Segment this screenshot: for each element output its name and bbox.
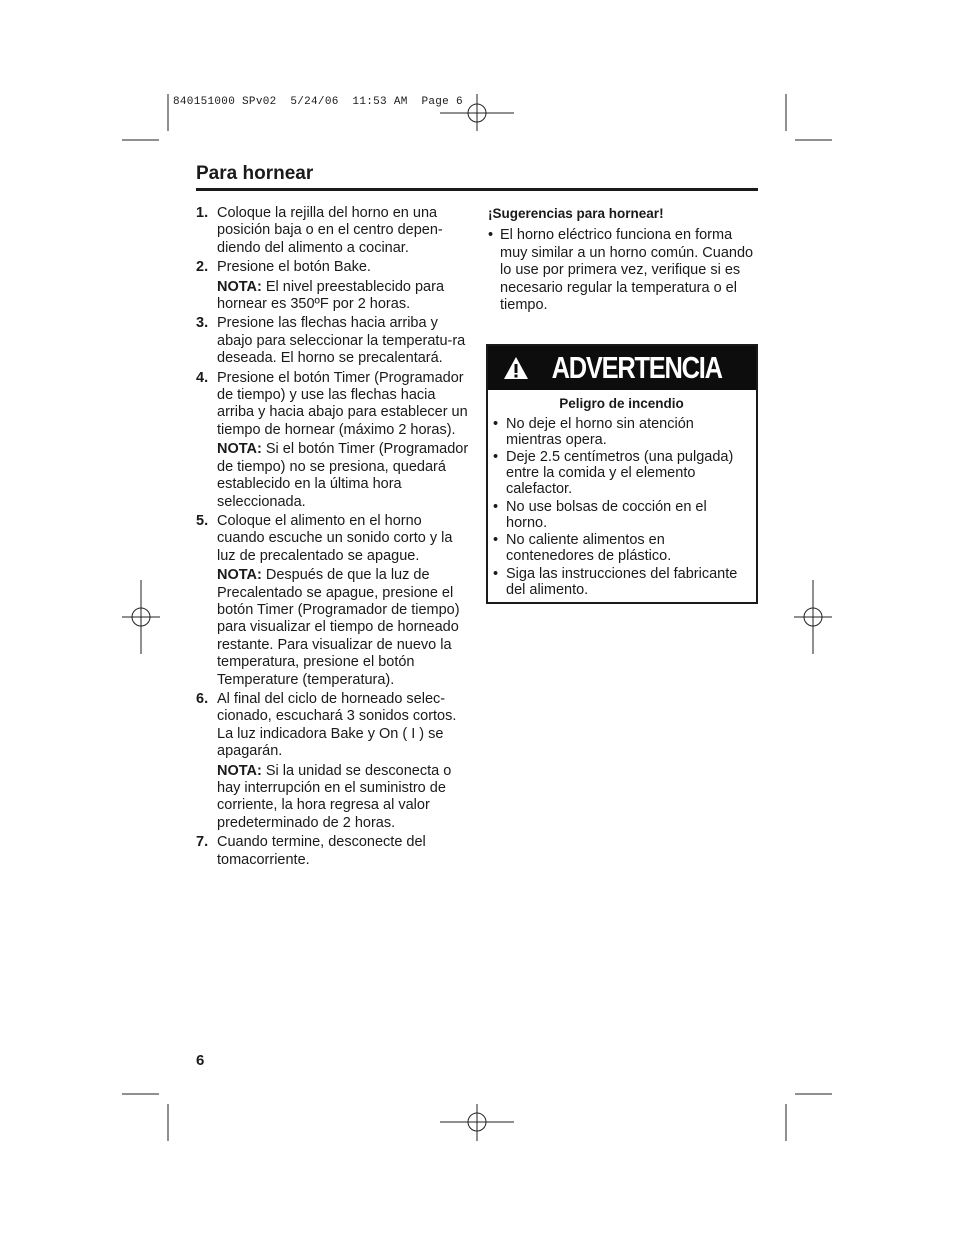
warning-triangle-icon bbox=[503, 355, 529, 381]
step-number: 3. bbox=[196, 315, 209, 332]
warning-body bbox=[488, 390, 756, 599]
note-label: NOTA: bbox=[217, 441, 262, 458]
step-note bbox=[217, 441, 472, 511]
steps-column bbox=[196, 205, 472, 871]
note-label: NOTA: bbox=[217, 567, 262, 584]
step-text: Coloque la rejilla del horno en una posición baja o en el centro depen-diendo del alimento a cocinar. bbox=[217, 205, 443, 256]
page-number: 6 bbox=[196, 1052, 205, 1069]
title-rule bbox=[196, 188, 758, 191]
note-text: Si el botón Timer (Programador de tiempo) no se presiona, quedará establecido en la última hora seleccionada. bbox=[217, 441, 469, 510]
step-item bbox=[196, 315, 472, 367]
warning-header bbox=[488, 346, 756, 390]
step-number: 1. bbox=[196, 205, 209, 221]
tips-item: • El horno eléctrico funciona en forma muy similar a un horno común. Cuando lo use por primera vez, verifique si es necesario regular la temperatura o el tiempo. bbox=[488, 227, 758, 314]
warning-item: • No deje el horno sin atención mientras opera. bbox=[493, 417, 750, 449]
step-note bbox=[217, 567, 472, 689]
print-slug: 840151000 SPv02 5/24/06 11:53 AM Page 6 bbox=[173, 96, 463, 108]
step-text: Al final del ciclo de horneado selec-cionado, escuchará 3 sonidos cortos. La luz indicadora Bake y On ( I ) se apagarán. bbox=[217, 690, 457, 760]
warning-item: • No use bolsas de cocción en el horno. bbox=[493, 500, 750, 532]
step-number: 4. bbox=[196, 369, 209, 386]
tips-heading: ¡Sugerencias para hornear! bbox=[488, 206, 664, 221]
warning-item: • Siga las instrucciones del fabricante del alimento. bbox=[493, 567, 750, 599]
step-text: Coloque el alimento en el horno cuando escuche un sonido corto y la luz de precalentado se apague. bbox=[217, 512, 453, 564]
step-number: 5. bbox=[196, 512, 209, 529]
step-item bbox=[196, 259, 472, 313]
step-note bbox=[217, 279, 472, 314]
step-text: Presione el botón Bake. bbox=[217, 259, 371, 276]
note-text: Si la unidad se desconecta o hay interrupción en el suministro de corriente, la hora regresa al valor predeterminado de 2 horas. bbox=[217, 762, 452, 831]
step-item bbox=[196, 513, 472, 689]
section-title: Para hornear bbox=[196, 163, 314, 184]
note-label: NOTA: bbox=[217, 278, 262, 295]
step-item bbox=[196, 834, 472, 869]
warning-box bbox=[486, 344, 758, 604]
step-item bbox=[196, 691, 472, 832]
note-label: NOTA: bbox=[217, 762, 262, 779]
step-text: Cuando termine, desconecte del tomacorriente. bbox=[217, 834, 426, 868]
step-note bbox=[217, 763, 472, 833]
warning-item: • No caliente alimentos en contenedores de plástico. bbox=[493, 533, 750, 565]
warning-subtitle: Peligro de incendio bbox=[559, 396, 684, 411]
step-text: Presione las flechas hacia arriba y abajo para seleccionar la temperatu-ra deseada. El horno se precalentará. bbox=[217, 315, 466, 367]
warning-title: ADVERTENCIA bbox=[551, 350, 723, 385]
note-text: Después de que la luz de Precalentado se apague, presione el botón Timer (Programador de tiempo) para visualizar el tiempo de horneado restante. Para visualizar de nuevo la temperatura, presione el botón Temperature (temperatura). bbox=[217, 567, 460, 688]
step-item bbox=[196, 205, 472, 257]
steps-list bbox=[196, 205, 472, 869]
step-item bbox=[196, 370, 472, 511]
warning-item: • Deje 2.5 centímetros (una pulgada) entre la comida y el elemento calefactor. bbox=[493, 450, 750, 497]
step-number: 6. bbox=[196, 690, 209, 707]
note-text: El nivel preestablecido para hornear es 350ºF por 2 horas. bbox=[217, 278, 445, 313]
step-text: Presione el botón Timer (Programador de tiempo) y use las flechas hacia arriba y hacia abajo para establecer un tiempo de hornear (máximo 2 horas). bbox=[217, 369, 468, 438]
tips-column bbox=[488, 205, 758, 314]
step-number: 7. bbox=[196, 834, 209, 851]
step-number: 2. bbox=[196, 259, 209, 276]
